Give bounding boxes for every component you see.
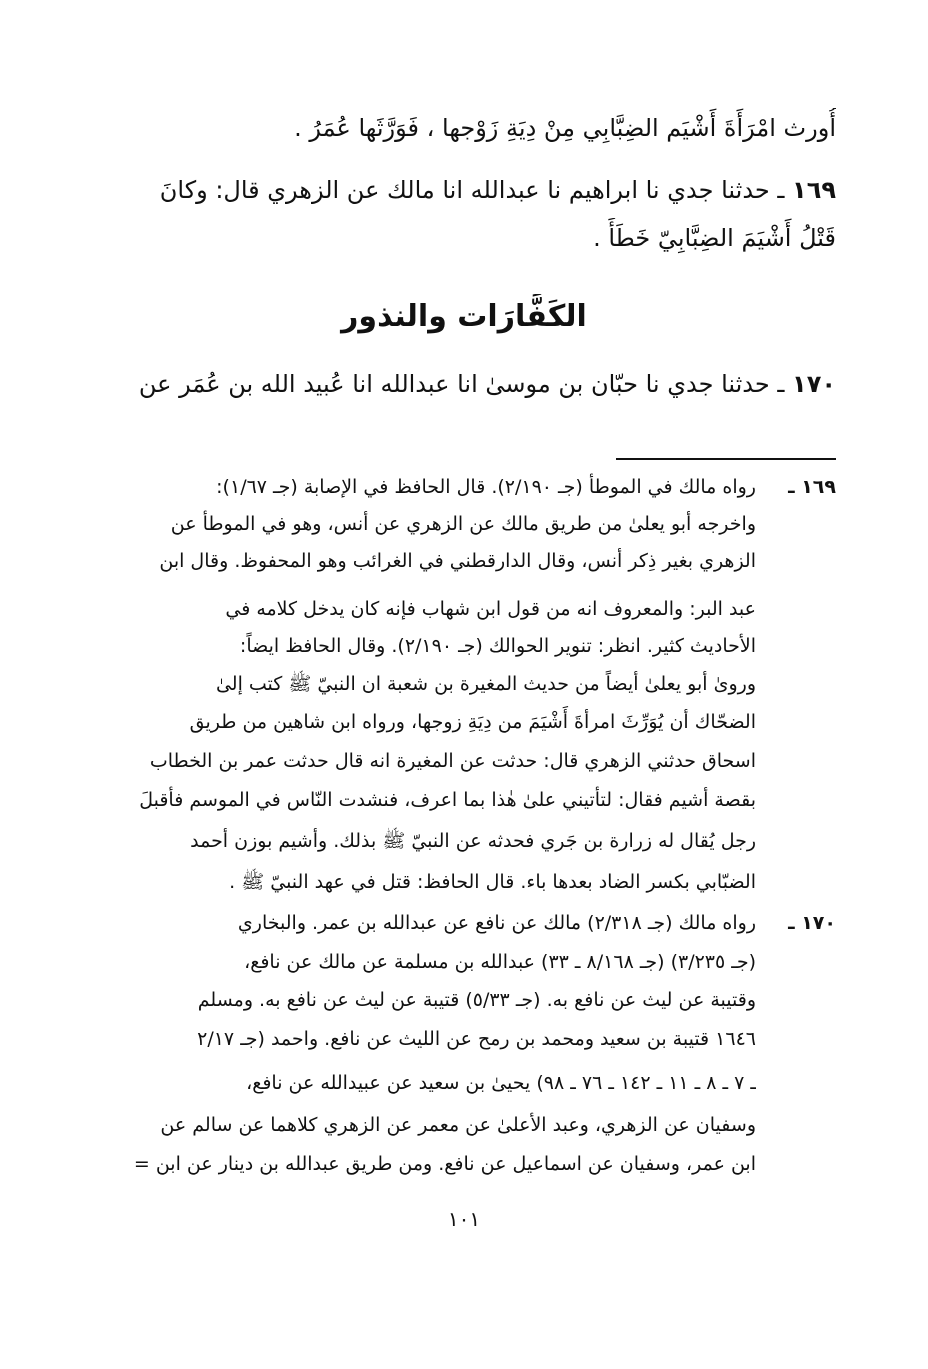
- footnote-170-line: ١٦٤٦ قتيبة بن سعيد ومحمد بن رمح عن الليث عن نافع. واحمد (جـ ٢/١٧: [197, 1028, 756, 1050]
- footnote-169-line: الزهري بغير ذِكر أنس، وقال الدارقطني في الغرائب وهو المحفوظ. وقال ابن: [159, 550, 756, 572]
- footnote-169-line: اسحاق حدثني الزهري قال: حدثت عن المغيرة انه قال حدثت عمر بن الخطاب: [149, 750, 756, 772]
- footnote-170-line: (جـ ٣/٢٣٥) (جـ ٨/١٦٨ ـ ٣٣) عبدالله بن مسلمة عن مالك عن نافع،: [244, 951, 756, 973]
- footnote-169-line: رجل يُقال له زرارة بن جَري فحدثه عن النبيّ ﷺ بذلك. وأشيم بوزن أحمد: [190, 830, 756, 852]
- paragraph-170-line-1: [136, 364, 836, 404]
- page-number: ١٠١: [447, 1207, 481, 1231]
- footnote-169-line: بقصة أشيم فقال: لتأتيني علىٰ هٰذا بما اعرف، فنشدت النّاس في الموسم فأقبلَ: [139, 789, 756, 811]
- footnote-170-line: ابن عمر، وسفيان عن اسماعيل عن نافع. ومن طريق عبدالله بن دينار عن ابن =: [133, 1153, 756, 1175]
- paragraph-169-line-1: [136, 170, 836, 210]
- paragraph-169-text-1: ـ حدثنا جدي نا ابراهيم نا عبدالله انا مالك عن الزهري قال: وكانَ: [159, 176, 785, 204]
- paragraph-169-line-2: قَتْلُ أَشْيَمَ الضِبَّابِيّ خَطَأً .: [593, 224, 836, 252]
- footnote-169-line: الضحّاك أن يُوَرِّثَ امرأةَ أَشْيَمَ من دِيَةِ زوجها، ورواه ابن شاهين من طريق: [189, 711, 756, 733]
- footnote-169-line: واخرجه أبو يعلىٰ من طريق مالك عن الزهري عن أنس، وهو في الموطأ عن: [170, 513, 756, 535]
- footnote-170-line: رواه مالك (جـ ٢/٣١٨) مالك عن نافع عن عبدالله بن عمر. والبخاري: [237, 912, 756, 934]
- footnote-169-line: ورویٰ أبو يعلىٰ أيضاً من حديث المغيرة بن شعبة ان النبيّ ﷺ كتب إلىٰ: [215, 673, 756, 695]
- footnote-169-line: رواه مالك في الموطأ (جـ ٢/١٩٠). قال الحافظ في الإصابة (جـ ١/٦٧):: [216, 476, 756, 498]
- paragraph-170-number: ١٧٠: [792, 370, 836, 398]
- footnote-separator: [616, 458, 836, 460]
- footnote-169-number: ١٦٩ ـ: [788, 476, 836, 498]
- section-heading: الكَفَّارَات والنذور: [341, 299, 587, 334]
- footnote-169-line: الأحاديث كثير. انظر: تنوير الحوالك (جـ ٢/١٩٠). وقال الحافظ ايضاً:: [239, 635, 756, 657]
- footnote-170-line: وسفيان عن الزهري، وعبد الأعلىٰ عن معمر عن الزهري كلاهما عن سالم عن: [160, 1114, 756, 1136]
- footnote-170-number: ١٧٠ ـ: [788, 912, 836, 934]
- footnote-170-line: وقتيبة عن ليث عن نافع به. (جـ ٥/٣٣) قتيبة عن ليث عن نافع به. ومسلم: [197, 989, 756, 1011]
- footnote-170-line: ـ ٧ ـ ٨ ـ ١١ ـ ١٤٢ ـ ٧٦ ـ ٩٨) يحيىٰ بن سعيد عن عبيدالله عن نافع،: [246, 1072, 756, 1094]
- main-text-line-1: أُورث امْرَأَةَ أَشْيَم الضِبَّابِي مِنْ دِيَةِ زَوْجها ، فَوَرَّثَها عُمَرُ .: [294, 114, 836, 142]
- footnote-169-line: عبد البر: والمعروف انه من قول ابن شهاب فإنه كان يدخل كلامه في: [225, 598, 756, 620]
- paragraph-170-text-1: ـ حدثنا جدي نا حبّان بن موسىٰ انا عبدالله انا عُبيد الله بن عُمَر عن: [138, 370, 785, 398]
- paragraph-169-number: ١٦٩: [792, 176, 836, 204]
- footnote-169-line: الضبّابي بكسر الضاد بعدها باء. قال الحافظ: قتل في عهد النبيّ ﷺ .: [229, 871, 756, 893]
